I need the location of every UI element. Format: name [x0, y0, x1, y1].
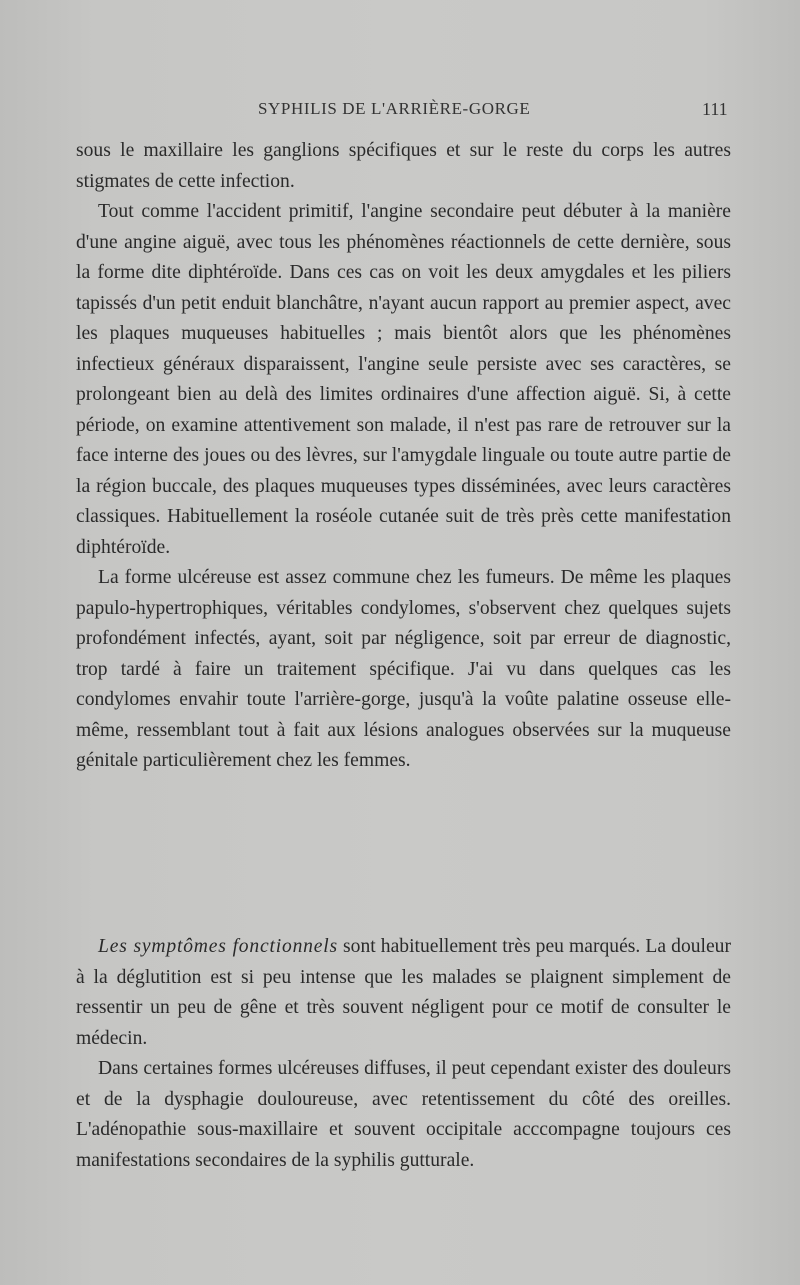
body-text-section-2	[76, 932, 731, 1176]
paragraph-continuation: sous le maxillaire les ganglions spécifiques et sur le reste du corps les autres stigmates de cette infection.	[76, 140, 731, 192]
paragraph-symptomes-fonctionnels	[76, 932, 731, 1054]
body-text-section-1	[76, 136, 731, 777]
running-title: SYPHILIS DE L'ARRIÈRE-GORGE	[258, 99, 531, 118]
emphasis-symptomes-fonctionnels: Les symptômes fonctionnels	[98, 936, 338, 957]
paragraph-formes-diffuses: Dans certaines formes ulcéreuses diffuses, il peut cependant exister des douleurs et de la dysphagie douloureuse, avec retentissement du côté des oreilles. L'adénopathie sous-maxillaire et souvent occipitale acccompagne toujours ces manifestations secondaires de la syphilis gutturale.	[76, 1058, 731, 1171]
paragraph-symptomes-rest: sont habituellement très peu marqués. La douleur à la déglutition est si peu intense que les malades se plaignent simplement de ressentir un peu de gêne et très souvent négligent pour ce motif de consulter le médecin.	[76, 936, 732, 1049]
paragraph-forme-ulcereuse: La forme ulcéreuse est assez commune chez les fumeurs. De même les plaques papulo-hypertrophiques, véritables condylomes, s'observent chez quelques sujets profondément infectés, ayant, soit par négligence, soit par erreur de diagnostic, trop tardé à faire un traitement spécifique. J'ai vu dans quelques cas les condylomes envahir toute l'arrière-gorge, jusqu'à la voûte palatine osseuse elle-même, ressemblant tout à fait aux lésions analogues observées sur la muqueuse génitale particulièrement chez les femmes.	[76, 567, 731, 771]
page-header	[0, 99, 800, 129]
page-number: 111	[702, 99, 728, 119]
paragraph-angine-secondaire: Tout comme l'accident primitif, l'angine secondaire peut débuter à la manière d'une angine aiguë, avec tous les phénomènes réactionnels de cette dernière, sous la forme dite diphtéroïde. Dans ces cas on voit les deux amygdales et les piliers tapissés d'un petit enduit blanchâtre, n'ayant aucun rapport au premier aspect, avec les plaques muqueuses habituelles ; mais bientôt alors que les phénomènes infectieux généraux disparaissent, l'angine seule persiste avec ses caractères, se prolongeant bien au delà des limites ordinaires d'une affection aiguë. Si, à cette période, on examine attentivement son malade, il n'est pas rare de retrouver sur la face interne des joues ou des lèvres, sur l'amygdale linguale ou toute autre partie de la région buccale, des plaques muqueuses types disséminées, avec leurs caractères classiques. Habituellement la roséole cutanée suit de très près cette manifestation diphtéroïde.	[76, 201, 731, 558]
